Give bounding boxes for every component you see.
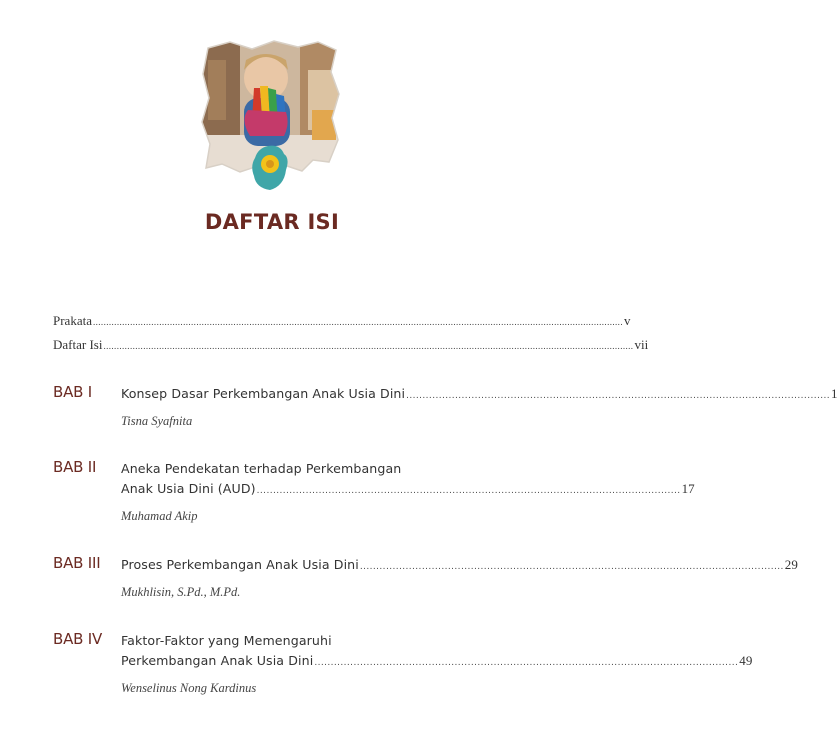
chapter-title-line <box>121 479 695 501</box>
cover-illustration <box>200 40 342 192</box>
chapter-page-number: 49 <box>739 653 753 668</box>
chapter-title: Faktor-Faktor yang Memengaruhi <box>121 633 332 648</box>
chapter-title: Aneka Pendekatan terhadap Perkembangan <box>121 461 402 476</box>
chapter-number: BAB III <box>53 554 101 572</box>
chapter-number: BAB IV <box>53 630 103 648</box>
chapter-page-number: 17 <box>681 481 695 496</box>
front-matter-entry <box>53 313 631 329</box>
chapter-title: Konsep Dasar Perkembangan Anak Usia Dini <box>121 386 406 401</box>
entry-label: Daftar Isi <box>53 337 103 352</box>
chapter-title-line <box>121 651 753 673</box>
dot-leader: .................................................................................................................................. <box>256 486 681 496</box>
chapter-number: BAB I <box>53 383 93 401</box>
dot-leader: .................................................................................................................................. <box>314 658 739 668</box>
child-painted-hand-photo <box>200 40 342 192</box>
chapter-title: Anak Usia Dini (AUD) <box>121 481 256 496</box>
chapter-title-line <box>121 384 838 406</box>
dot-leader: ........................................................................................................................................................................................................ <box>92 317 623 327</box>
chapter-author: Mukhlisin, S.Pd., M.Pd. <box>121 585 241 599</box>
chapter-title-line <box>121 555 798 577</box>
page-title: DAFTAR ISI <box>204 210 340 234</box>
entry-label: Prakata <box>53 313 92 328</box>
chapter-author: Tisna Syafnita <box>121 414 193 428</box>
chapter-title: Perkembangan Anak Usia Dini <box>121 653 314 668</box>
chapter-number: BAB II <box>53 458 97 476</box>
chapter-page-number: 29 <box>784 557 798 572</box>
chapter-page-number: 1 <box>831 386 838 401</box>
chapter-title: Proses Perkembangan Anak Usia Dini <box>121 557 359 572</box>
entry-page-number: vii <box>634 337 649 352</box>
dot-leader: .................................................................................................................................. <box>359 562 784 572</box>
front-matter-entry <box>53 337 649 353</box>
chapter-author: Muhamad Akip <box>121 509 198 523</box>
dot-leader: .................................................................................................................................. <box>406 391 831 401</box>
dot-leader: ........................................................................................................................................................................................................ <box>103 341 634 351</box>
chapter-author: Wenselinus Nong Kardinus <box>121 681 257 695</box>
entry-page-number: v <box>623 313 631 328</box>
